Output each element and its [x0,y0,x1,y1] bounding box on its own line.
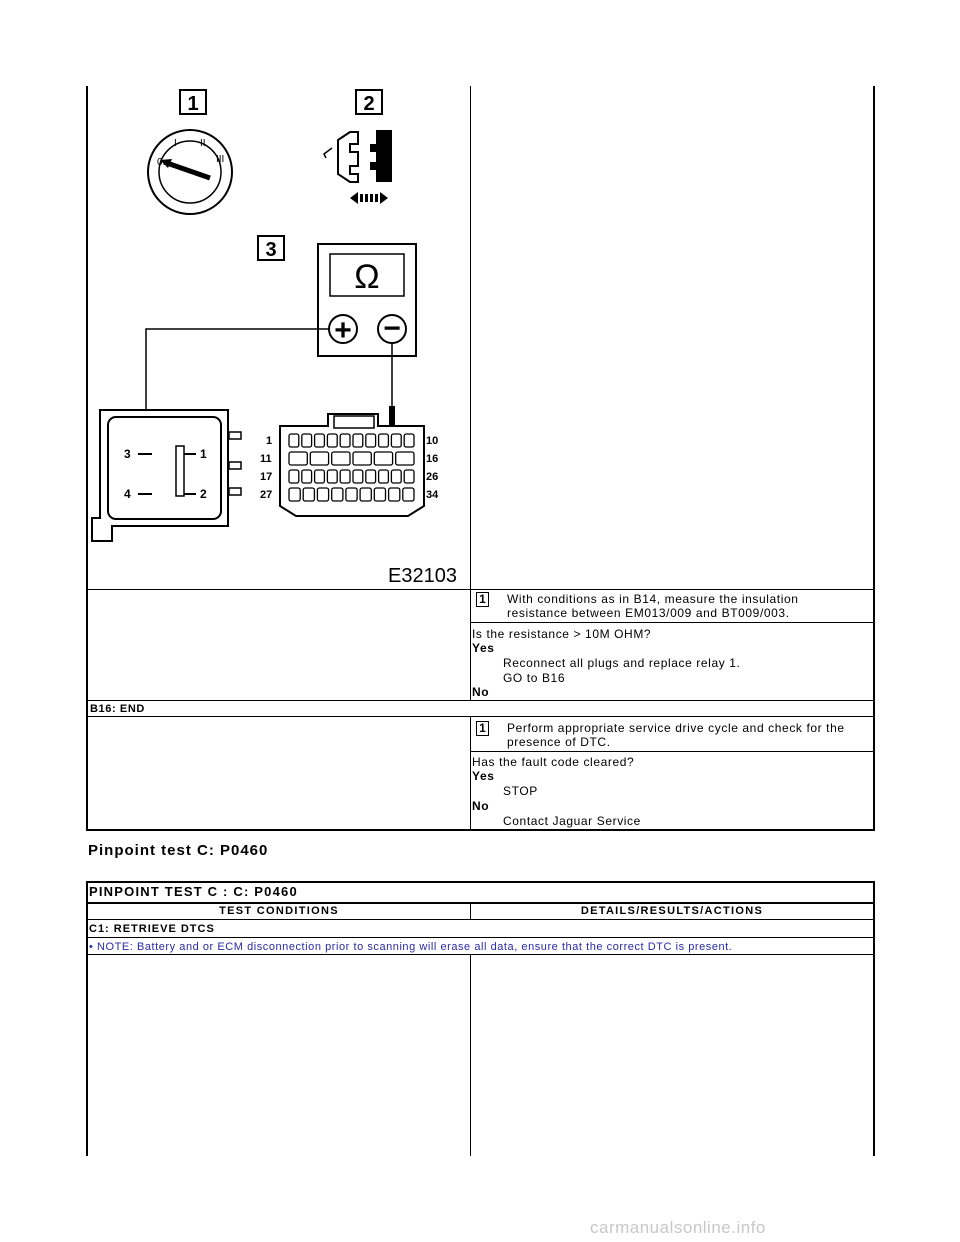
b16-step-number: 1 [476,721,489,736]
connector-pin-cavity [289,470,299,483]
test-c-left-border [86,881,88,1156]
connector-pin-cavity [315,470,325,483]
row-line [86,937,875,938]
connector-pin-cavity [289,434,299,447]
svg-text:1: 1 [266,435,273,447]
svg-text:3: 3 [124,447,131,461]
connector-pin-cavity [315,434,325,447]
connector-pin-cavity [327,470,337,483]
connector-pin-cavity [289,488,300,501]
b16-no-action: Contact Jaguar Service [503,814,641,828]
connector-pin-cavity [303,488,314,501]
wiring-diagram [88,86,470,589]
top-table-right-border [873,86,875,831]
connector-pin-cavity [317,488,328,501]
b15-step-text-1: With conditions as in B14, measure the insulation [507,592,799,606]
b16-yes-action: STOP [503,784,538,798]
connector-pin-cavity [310,452,328,465]
svg-text:1: 1 [187,93,199,115]
svg-text:3: 3 [265,239,277,261]
connector-pin-cavity [396,452,414,465]
row-line [86,902,875,904]
b16-step-text-2: presence of DTC. [507,735,611,749]
callout-1 [180,90,206,115]
connector-pin-cavity [391,470,401,483]
row-line [86,716,874,717]
svg-text:II: II [200,138,206,149]
connector-pin-cavity [332,488,343,501]
svg-text:16: 16 [426,453,439,465]
b16-yes-label: Yes [472,769,495,783]
connector-pin-cavity [327,434,337,447]
svg-text:III: III [216,154,225,165]
connector-pin-cavity [340,470,350,483]
b16-header: B16: END [90,703,145,715]
connector-pin-cavity [302,434,312,447]
connector-pin-cavity [374,488,385,501]
connector-pin-cavity [302,470,312,483]
svg-text:11: 11 [260,453,272,465]
connector-pin-cavity [403,488,414,501]
top-table-col-divider-2 [470,716,471,830]
b15-step-number: 1 [476,592,489,607]
svg-text:Ω: Ω [354,258,380,296]
c1-header: C1: RETRIEVE DTCS [89,923,215,935]
connector-pin-cavity [374,452,392,465]
connector-pin-cavity [289,452,307,465]
top-table-bottom-border [86,829,875,831]
connector-pin-cavity [404,470,414,483]
connector-pin-cavity [346,488,357,501]
test-c-top-border [86,881,875,883]
connector-pin-cavity [379,434,389,447]
b16-question: Has the fault code cleared? [472,755,635,769]
b16-no-label: No [472,799,490,813]
svg-text:34: 34 [426,489,439,501]
svg-text:0: 0 [157,157,163,168]
connector-pin-cavity [353,452,371,465]
svg-text:1: 1 [200,447,207,461]
svg-text:26: 26 [426,471,439,483]
connector-pin-cavity [366,434,376,447]
b16-step-text-1: Perform appropriate service drive cycle and check for the [507,721,845,735]
row-line [470,751,874,752]
row-line [86,589,874,590]
connector-pin-cavity [353,470,363,483]
col-header-details: DETAILS/RESULTS/ACTIONS [580,905,764,917]
callout-3 [258,236,284,261]
watermark: carmanualsonline.info [590,1218,766,1237]
c1-note: • NOTE: Battery and or ECM disconnection prior to scanning will erase all data, ensure that the correct DTC is present. [89,941,733,953]
connector-pin-cavity [340,434,350,447]
connector-pin-cavity [379,470,389,483]
connector-pin-cavity [366,470,376,483]
connector-pin-cavity [391,434,401,447]
b15-yes-action-1: Reconnect all plugs and replace relay 1. [503,656,741,670]
test-c-right-border [873,881,875,1156]
svg-text:27: 27 [260,489,273,501]
row-line [86,954,875,955]
svg-text:4: 4 [124,487,131,501]
connector-pin-cavity [353,434,363,447]
connector-pin-cavity [332,452,350,465]
row-line [470,622,874,623]
col-divider [470,955,471,1156]
svg-text:2: 2 [200,487,207,501]
b15-goto-link[interactable]: GO to B16 [503,671,566,685]
connector-pin-cavity [404,434,414,447]
svg-text:+: + [334,314,352,347]
b15-step-text-2: resistance between EM013/009 and BT009/003. [507,606,790,620]
svg-text:−: − [383,312,401,345]
connector-pin-cavity [360,488,371,501]
figure-code: E32103 [388,565,457,587]
svg-text:2: 2 [363,93,375,115]
b15-yes-label: Yes [472,641,495,655]
section-title: Pinpoint test C: P0460 [88,842,269,859]
connector-disconnect-icon [324,130,392,204]
col-header-conditions: TEST CONDITIONS [219,905,339,917]
row-line [86,919,875,920]
top-table-col-divider [470,86,471,700]
svg-text:I: I [174,138,177,149]
b15-question: Is the resistance > 10M OHM? [472,627,652,641]
connector-pin-cavity [389,488,400,501]
test-c-title: PINPOINT TEST C : C: P0460 [89,884,298,899]
row-line [86,700,874,701]
ignition-switch-icon [148,130,232,214]
ecm-connector-icon [260,414,439,516]
b15-no-label: No [472,685,490,699]
callout-2 [356,90,382,115]
svg-text:17: 17 [260,471,273,483]
multimeter-icon [318,244,416,356]
relay-icon [92,410,241,541]
svg-text:10: 10 [426,435,439,447]
